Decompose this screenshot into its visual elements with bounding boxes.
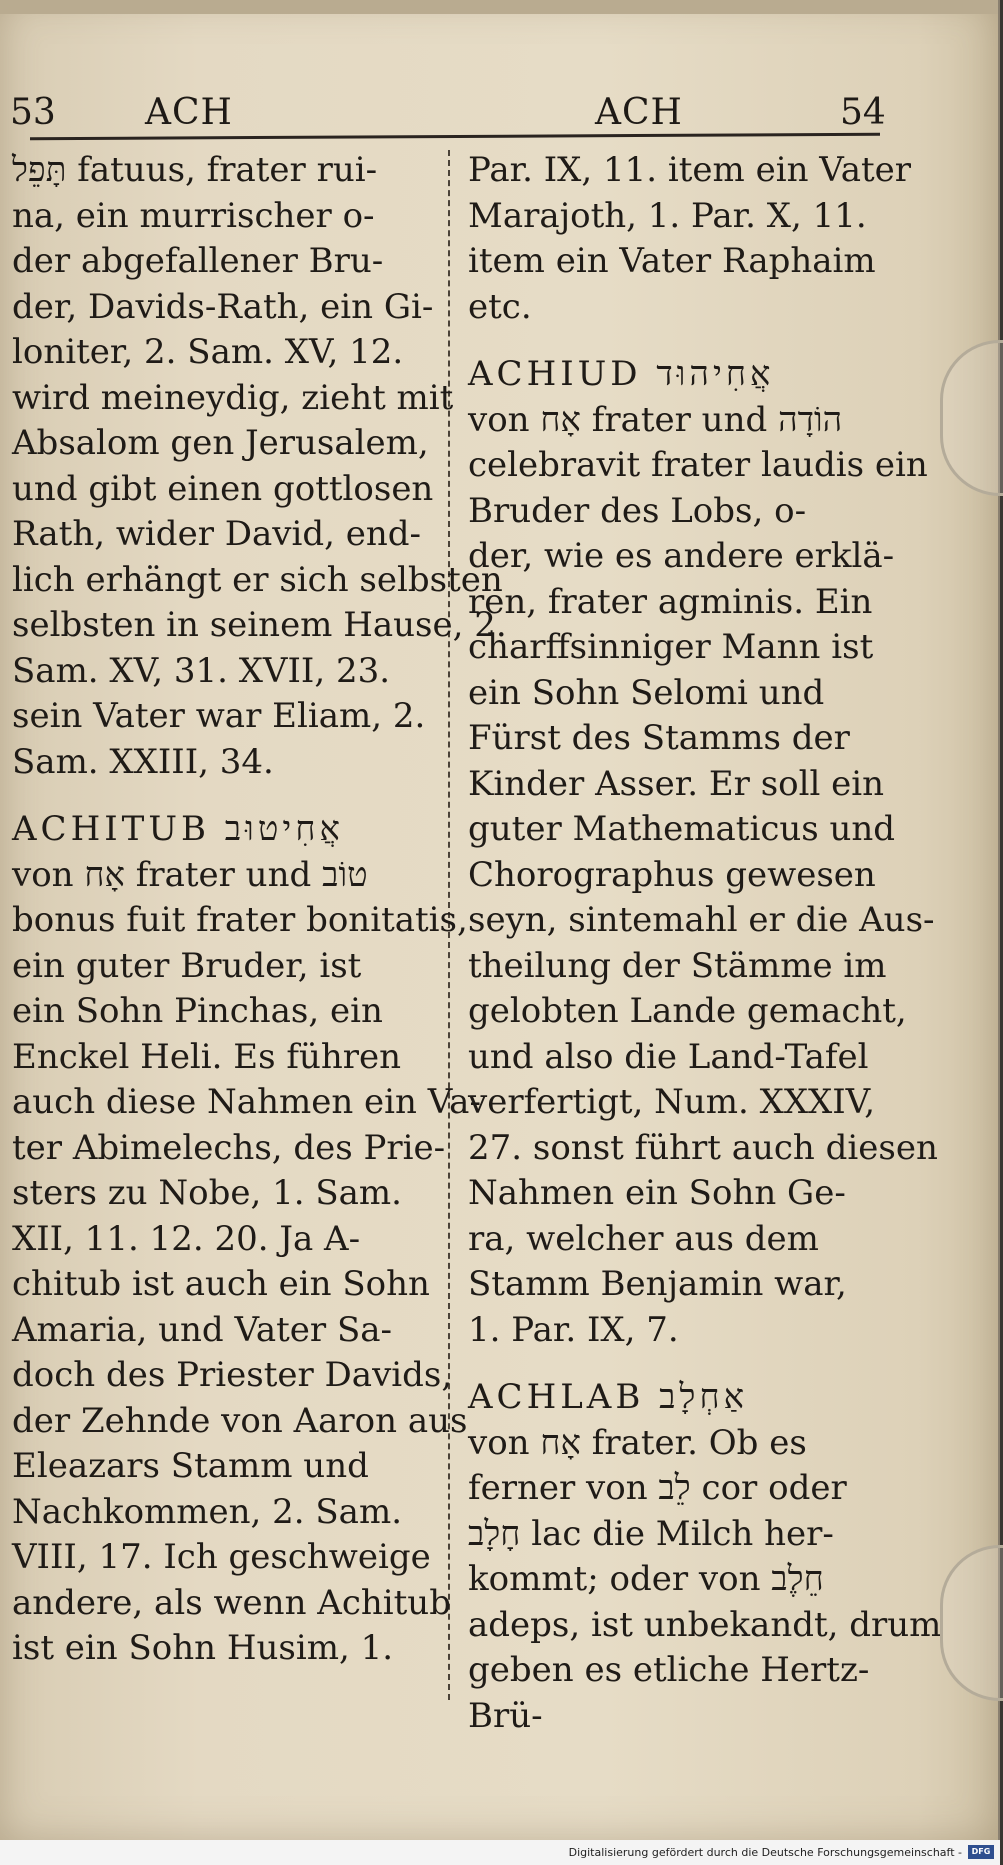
text-line: ACHIUD אֲחִיהוּד xyxy=(468,354,775,394)
page-number-left: 53 xyxy=(10,92,56,133)
text-line: ACHITUB אֲחִיטוּב xyxy=(12,809,344,849)
paragraph-gap xyxy=(468,1353,888,1375)
text-line: Chorographus gewesen xyxy=(468,854,876,895)
page-clip-bottom xyxy=(940,1545,1003,1701)
text-line: 1. Par. IX, 7. xyxy=(468,1309,679,1350)
text-line: Eleazars Stamm und xyxy=(12,1446,369,1486)
dfg-logo: DFG xyxy=(968,1845,994,1859)
text-line: charffsinniger Mann ist xyxy=(468,627,874,667)
text-line: VIII, 17. Ich geschweige xyxy=(12,1537,431,1577)
text-line: XII, 11. 12. 20. Ja A- xyxy=(12,1218,361,1259)
text-line: lich erhängt er sich selbsten xyxy=(12,559,503,600)
text-line: Absalom gen Jerusalem, xyxy=(12,423,429,463)
text-line: der, Davids-Rath, ein Gi- xyxy=(12,286,434,327)
text-line: doch des Priester Davids, xyxy=(12,1355,453,1395)
text-line: geben es etliche Hertz- xyxy=(468,1650,870,1690)
text-line: Bruder des Lobs, o- xyxy=(468,490,807,531)
running-title-right: ACH xyxy=(595,92,683,133)
page-clip-top xyxy=(940,340,1003,496)
text-line: andere, als wenn Achitub xyxy=(12,1582,451,1623)
text-line: kommt; oder von חֵלֶב xyxy=(468,1559,824,1599)
text-line: von אָח frater. Ob es xyxy=(468,1422,807,1463)
text-line: bonus fuit frater bonitatis, xyxy=(12,900,468,940)
text-line: auch diese Nahmen ein Va- xyxy=(12,1082,481,1122)
text-line: chitub ist auch ein Sohn xyxy=(12,1264,430,1304)
text-line: Sam. XV, 31. XVII, 23. xyxy=(12,650,391,691)
text-line: Sam. XXIII, 34. xyxy=(12,741,274,782)
text-line: ein guter Bruder, ist xyxy=(12,945,362,986)
text-line: seyn, sintemahl er die Aus- xyxy=(468,900,935,940)
text-line: חָלָב lac die Milch her- xyxy=(468,1513,834,1554)
text-line: Rath, wider David, end- xyxy=(12,514,422,554)
text-line: Amaria, und Vater Sa- xyxy=(12,1309,393,1350)
text-line: item ein Vater Raphaim xyxy=(468,241,876,281)
running-title-left: ACH xyxy=(145,92,233,133)
text-line: na, ein murrischer o- xyxy=(12,195,375,236)
text-line: ra, welcher aus dem xyxy=(468,1218,819,1259)
text-line: ren, frater agminis. Ein xyxy=(468,581,873,622)
text-line: adeps, ist unbekandt, drum xyxy=(468,1604,942,1645)
digitization-footer xyxy=(0,1840,1000,1865)
text-line: Kinder Asser. Er soll ein xyxy=(468,763,885,804)
text-line: ein Sohn Pinchas, ein xyxy=(12,991,383,1031)
text-line: ferner von לֵב cor oder xyxy=(468,1468,847,1508)
text-line: תָּפֵל fatuus, frater rui- xyxy=(12,150,378,190)
text-line: Stamm Benjamin war, xyxy=(468,1264,847,1304)
text-line: theilung der Stämme im xyxy=(468,945,887,986)
footer-credit: Digitalisierung gefördert durch die Deutsche Forschungsgemeinschaft - xyxy=(568,1846,962,1859)
text-line: Nachkommen, 2. Sam. xyxy=(12,1491,403,1532)
text-line: guter Mathematicus und xyxy=(468,809,896,849)
text-line: wird meineydig, zieht mit xyxy=(12,377,454,418)
text-line: gelobten Lande gemacht, xyxy=(468,991,907,1031)
text-line: von אָח frater und הוֹדָה xyxy=(468,399,843,440)
text-line: selbsten in seinem Hause, 2. xyxy=(12,605,507,645)
text-line: loniter, 2. Sam. XV, 12. xyxy=(12,332,404,372)
text-line: Par. IX, 11. item ein Vater xyxy=(468,150,912,190)
text-line: Marajoth, 1. Par. X, 11. xyxy=(468,195,867,236)
paragraph-gap xyxy=(468,330,888,352)
text-line: sters zu Nobe, 1. Sam. xyxy=(12,1173,402,1213)
text-line: der, wie es andere erklä- xyxy=(468,536,895,576)
page-top-edge xyxy=(0,0,998,14)
text-line: verfertigt, Num. XXXIV, xyxy=(468,1082,876,1122)
text-line: 27. sonst führt auch diesen xyxy=(468,1127,938,1168)
paragraph-gap xyxy=(12,785,442,807)
text-line: Brü- xyxy=(468,1695,543,1736)
text-line: celebravit frater laudis ein xyxy=(468,445,928,485)
text-line: Enckel Heli. Es führen xyxy=(12,1036,402,1077)
text-line: ein Sohn Selomi und xyxy=(468,672,825,713)
text-line: ACHLAB אַחְלָב xyxy=(468,1377,748,1417)
text-line: der Zehnde von Aaron aus xyxy=(12,1400,468,1441)
page-number-right: 54 xyxy=(840,92,886,133)
text-line: und gibt einen gottlosen xyxy=(12,468,434,509)
text-line: Nahmen ein Sohn Ge- xyxy=(468,1173,846,1213)
text-line: ist ein Sohn Husim, 1. xyxy=(12,1628,394,1668)
text-line: sein Vater war Eliam, 2. xyxy=(12,696,426,736)
text-line: von אָח frater und טוֹב xyxy=(12,854,368,895)
text-line: ter Abimelechs, des Prie- xyxy=(12,1127,446,1168)
text-line: und also die Land-Tafel xyxy=(468,1036,869,1077)
text-line: etc. xyxy=(468,286,532,327)
text-line: der abgefallener Bru- xyxy=(12,241,384,281)
text-line: Fürst des Stamms der xyxy=(468,718,850,758)
right-column xyxy=(468,148,942,1739)
